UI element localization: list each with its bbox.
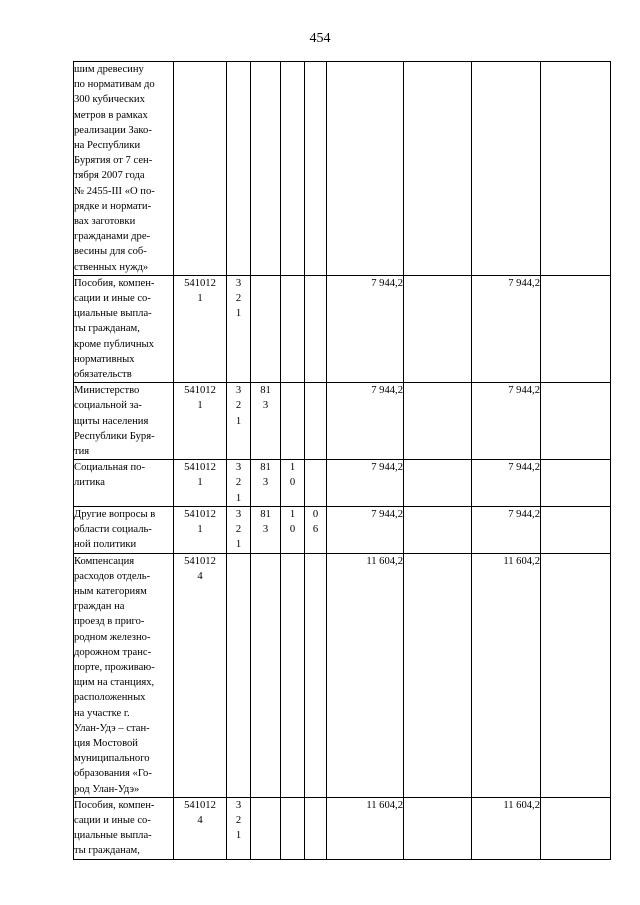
pr-cell [305,553,327,797]
csr-cell: 541012 1 [174,460,227,507]
amount-cell: 11 604,2 [327,797,404,859]
vr-cell: 3 2 1 [227,506,251,553]
row-name-cell: шим древесину по нормативам до 300 кубических метров в рамках реализации Зако- на Республики Бурятия от 7 сен- тября 2007 года № 2455-III «О по- рядке и нормати- вах заготовки гражданами дре- весины для соб- ственных нужд» [74,62,174,276]
vr-cell: 3 2 1 [227,383,251,460]
grbs-cell: 81 3 [251,383,281,460]
table-row [74,62,611,276]
amount-cell: 11 604,2 [472,797,541,859]
grbs-cell [251,797,281,859]
rz-cell: 1 0 [281,460,305,507]
amount-cell: 7 944,2 [327,275,404,382]
row-name-cell: Другие вопросы в области социаль- ной политики [74,506,174,553]
amount-cell [404,275,472,382]
amount-cell: 11 604,2 [327,553,404,797]
amount-cell [404,460,472,507]
table-row [74,797,611,859]
row-name-cell: Компенсация расходов отдель- ным категориям граждан на проезд в приго- родном железно- дорожном транс- порте, проживаю- щим на станциях, расположенных на участке г. Улан-Удэ – стан- ция Мостовой муниципального образования «Го- род Улан-Удэ» [74,553,174,797]
vr-cell [227,62,251,276]
amount-cell: 7 944,2 [327,506,404,553]
amount-cell [541,383,611,460]
amount-cell [327,62,404,276]
pr-cell [305,275,327,382]
rz-cell: 1 0 [281,506,305,553]
table-row [74,506,611,553]
vr-cell: 3 2 1 [227,275,251,382]
vr-cell: 3 2 1 [227,460,251,507]
pr-cell [305,62,327,276]
amount-cell: 7 944,2 [472,460,541,507]
budget-table [73,61,611,860]
csr-cell: 541012 1 [174,275,227,382]
rz-cell [281,62,305,276]
csr-cell: 541012 1 [174,506,227,553]
row-name-cell: Социальная по- литика [74,460,174,507]
amount-cell [541,797,611,859]
amount-cell [404,383,472,460]
vr-cell [227,553,251,797]
table-row [74,383,611,460]
page-number: 454 [309,31,331,46]
rz-cell [281,383,305,460]
amount-cell: 7 944,2 [472,383,541,460]
amount-cell: 7 944,2 [327,383,404,460]
csr-cell: 541012 4 [174,797,227,859]
amount-cell [472,62,541,276]
amount-cell: 7 944,2 [472,275,541,382]
grbs-cell: 81 3 [251,506,281,553]
pr-cell [305,460,327,507]
grbs-cell [251,553,281,797]
amount-cell [404,62,472,276]
amount-cell: 11 604,2 [472,553,541,797]
amount-cell [541,553,611,797]
row-name-cell: Пособия, компен- сации и иные со- циальные выпла- ты гражданам, кроме публичных нормативных обязательств [74,275,174,382]
amount-cell [541,275,611,382]
pr-cell: 0 6 [305,506,327,553]
rz-cell [281,275,305,382]
table-row [74,553,611,797]
row-name-cell: Министерство социальной за- щиты населения Республики Буря- тия [74,383,174,460]
grbs-cell [251,275,281,382]
pr-cell [305,383,327,460]
amount-cell [404,797,472,859]
amount-cell [404,506,472,553]
table-row [74,275,611,382]
amount-cell [541,460,611,507]
amount-cell: 7 944,2 [472,506,541,553]
amount-cell: 7 944,2 [327,460,404,507]
amount-cell [541,506,611,553]
row-name-cell: Пособия, компен- сации и иные со- циальные выпла- ты гражданам, [74,797,174,859]
vr-cell: 3 2 1 [227,797,251,859]
rz-cell [281,553,305,797]
table-row [74,460,611,507]
grbs-cell: 81 3 [251,460,281,507]
csr-cell [174,62,227,276]
amount-cell [541,62,611,276]
csr-cell: 541012 4 [174,553,227,797]
grbs-cell [251,62,281,276]
amount-cell [404,553,472,797]
rz-cell [281,797,305,859]
csr-cell: 541012 1 [174,383,227,460]
pr-cell [305,797,327,859]
